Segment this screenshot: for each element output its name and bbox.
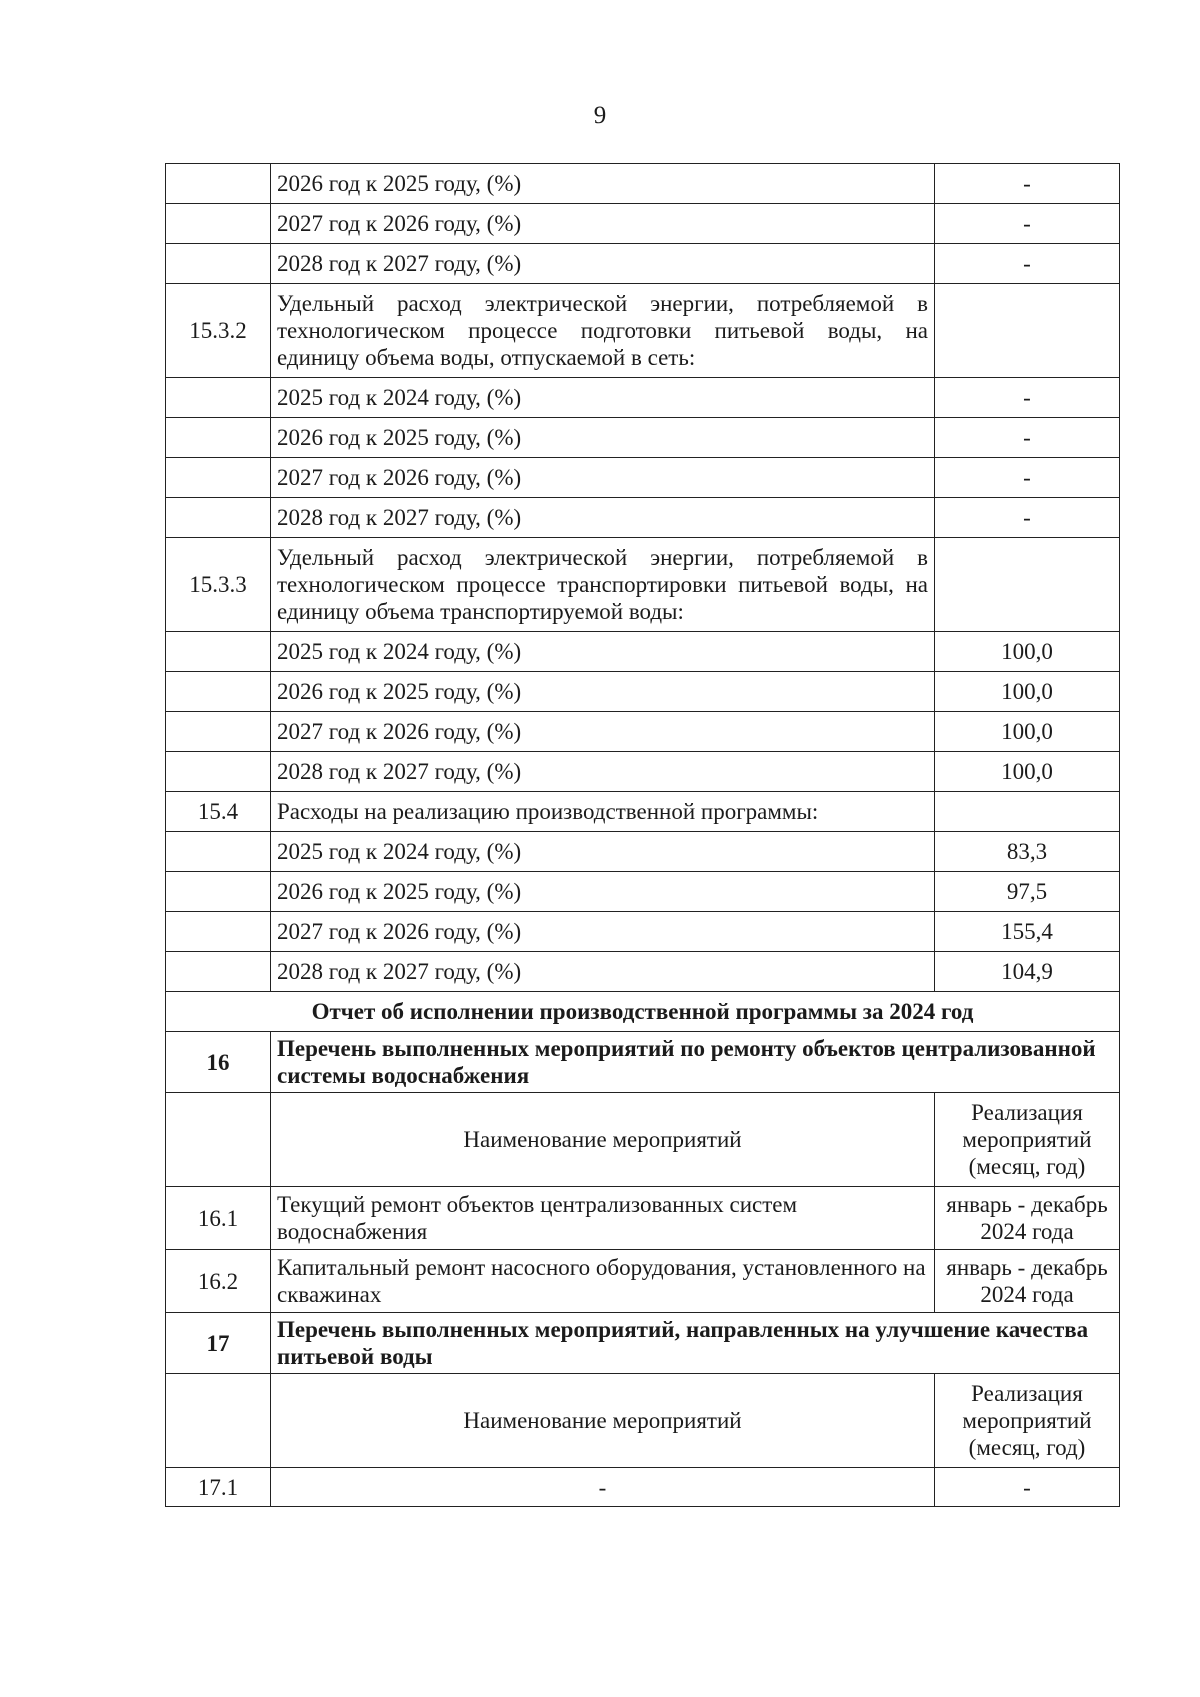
row-value-cell: -: [935, 378, 1120, 418]
table-row: [166, 712, 1120, 752]
row-description-cell: Расходы на реализацию производственной программы:: [271, 792, 935, 832]
row-number-cell: [166, 832, 271, 872]
row-description-cell: 2026 год к 2025 году, (%): [271, 418, 935, 458]
header-realization-cell: Реализация мероприятий (месяц, год): [935, 1093, 1120, 1187]
row-value-cell: 100,0: [935, 712, 1120, 752]
table-row: [166, 952, 1120, 992]
row-value-cell: 100,0: [935, 752, 1120, 792]
table-row: [166, 672, 1120, 712]
row-value-cell: 104,9: [935, 952, 1120, 992]
header-name-cell: Наименование мероприятий: [271, 1093, 935, 1187]
table-row: [166, 418, 1120, 458]
row-value-cell: [935, 792, 1120, 832]
row-description-cell: Текущий ремонт объектов централизованных систем водоснабжения: [271, 1187, 935, 1250]
report-title-row: [166, 992, 1120, 1032]
section-title-row: [166, 1032, 1120, 1093]
table-row: [166, 244, 1120, 284]
section-header-row: [166, 1374, 1120, 1468]
section-title-row: [166, 1313, 1120, 1374]
row-description-cell: 2026 год к 2025 году, (%): [271, 672, 935, 712]
section-title: Перечень выполненных мероприятий по ремонту объектов централизованной системы водоснабжения: [271, 1032, 1120, 1093]
row-description-cell: 2028 год к 2027 году, (%): [271, 752, 935, 792]
program-table-body: [166, 164, 1120, 1507]
row-value-cell: 97,5: [935, 872, 1120, 912]
row-value-cell: -: [935, 164, 1120, 204]
row-description-cell: Капитальный ремонт насосного оборудования, установленного на скважинах: [271, 1250, 935, 1313]
row-value-cell: -: [935, 498, 1120, 538]
row-description-cell: 2025 год к 2024 году, (%): [271, 832, 935, 872]
row-value-cell: -: [935, 1468, 1120, 1507]
row-number-cell: [166, 164, 271, 204]
row-value-cell: 100,0: [935, 632, 1120, 672]
row-description-cell: 2026 год к 2025 году, (%): [271, 164, 935, 204]
row-value-cell: 83,3: [935, 832, 1120, 872]
row-number-cell: 17.1: [166, 1468, 271, 1507]
row-value-cell: 155,4: [935, 912, 1120, 952]
row-value-cell: [935, 538, 1120, 632]
row-description-cell: Удельный расход электрической энергии, потребляемой в технологическом процессе транспортировки питьевой воды, на единицу объема транспортируемой воды:: [271, 538, 935, 632]
row-value-cell: -: [935, 418, 1120, 458]
row-number-cell: [166, 872, 271, 912]
row-number-cell: [166, 378, 271, 418]
row-number-cell: [166, 204, 271, 244]
row-description-cell: 2025 год к 2024 году, (%): [271, 632, 935, 672]
row-number-cell: 16.1: [166, 1187, 271, 1250]
row-value-cell: 100,0: [935, 672, 1120, 712]
row-number-cell: [166, 458, 271, 498]
program-table: [165, 163, 1120, 1507]
table-row: [166, 872, 1120, 912]
row-description-cell: 2028 год к 2027 году, (%): [271, 498, 935, 538]
row-number-cell: [166, 498, 271, 538]
row-description-cell: Удельный расход электрической энергии, потребляемой в технологическом процессе подготовки питьевой воды, на единицу объема воды, отпускаемой в сеть:: [271, 284, 935, 378]
table-row: [166, 752, 1120, 792]
row-number-cell: [166, 672, 271, 712]
row-description-cell: 2025 год к 2024 году, (%): [271, 378, 935, 418]
row-description-cell: -: [271, 1468, 935, 1507]
row-number-cell: 16.2: [166, 1250, 271, 1313]
row-value-cell: январь - декабрь 2024 года: [935, 1187, 1120, 1250]
header-name-cell: Наименование мероприятий: [271, 1374, 935, 1468]
table-row: [166, 204, 1120, 244]
row-description-cell: 2026 год к 2025 году, (%): [271, 872, 935, 912]
table-row: [166, 912, 1120, 952]
row-description-cell: 2027 год к 2026 году, (%): [271, 458, 935, 498]
row-value-cell: [935, 284, 1120, 378]
row-number-cell: [166, 632, 271, 672]
section-header-row: [166, 1093, 1120, 1187]
row-number-cell: [166, 912, 271, 952]
table-row: [166, 538, 1120, 632]
row-description-cell: 2028 год к 2027 году, (%): [271, 952, 935, 992]
row-number-cell: [166, 418, 271, 458]
header-number-cell: [166, 1374, 271, 1468]
section-title: Перечень выполненных мероприятий, направленных на улучшение качества питьевой воды: [271, 1313, 1120, 1374]
table-row: [166, 498, 1120, 538]
table-row: [166, 1187, 1120, 1250]
row-description-cell: 2027 год к 2026 году, (%): [271, 712, 935, 752]
row-number-cell: [166, 244, 271, 284]
table-row: [166, 458, 1120, 498]
row-description-cell: 2028 год к 2027 году, (%): [271, 244, 935, 284]
row-number-cell: 15.3.3: [166, 538, 271, 632]
row-description-cell: 2027 год к 2026 году, (%): [271, 912, 935, 952]
table-row: [166, 632, 1120, 672]
table-row: [166, 284, 1120, 378]
row-value-cell: -: [935, 458, 1120, 498]
table-row: [166, 792, 1120, 832]
table-row: [166, 1250, 1120, 1313]
row-number-cell: 15.3.2: [166, 284, 271, 378]
table-row: [166, 378, 1120, 418]
row-number-cell: [166, 952, 271, 992]
report-title: Отчет об исполнении производственной программы за 2024 год: [166, 992, 1120, 1032]
table-row: [166, 1468, 1120, 1507]
row-number-cell: [166, 752, 271, 792]
header-number-cell: [166, 1093, 271, 1187]
section-number: 16: [166, 1032, 271, 1093]
row-number-cell: 15.4: [166, 792, 271, 832]
row-number-cell: [166, 712, 271, 752]
table-row: [166, 164, 1120, 204]
row-value-cell: январь - декабрь 2024 года: [935, 1250, 1120, 1313]
header-realization-cell: Реализация мероприятий (месяц, год): [935, 1374, 1120, 1468]
page-number: 9: [593, 102, 607, 129]
row-value-cell: -: [935, 204, 1120, 244]
section-number: 17: [166, 1313, 271, 1374]
row-value-cell: -: [935, 244, 1120, 284]
row-description-cell: 2027 год к 2026 году, (%): [271, 204, 935, 244]
table-row: [166, 832, 1120, 872]
